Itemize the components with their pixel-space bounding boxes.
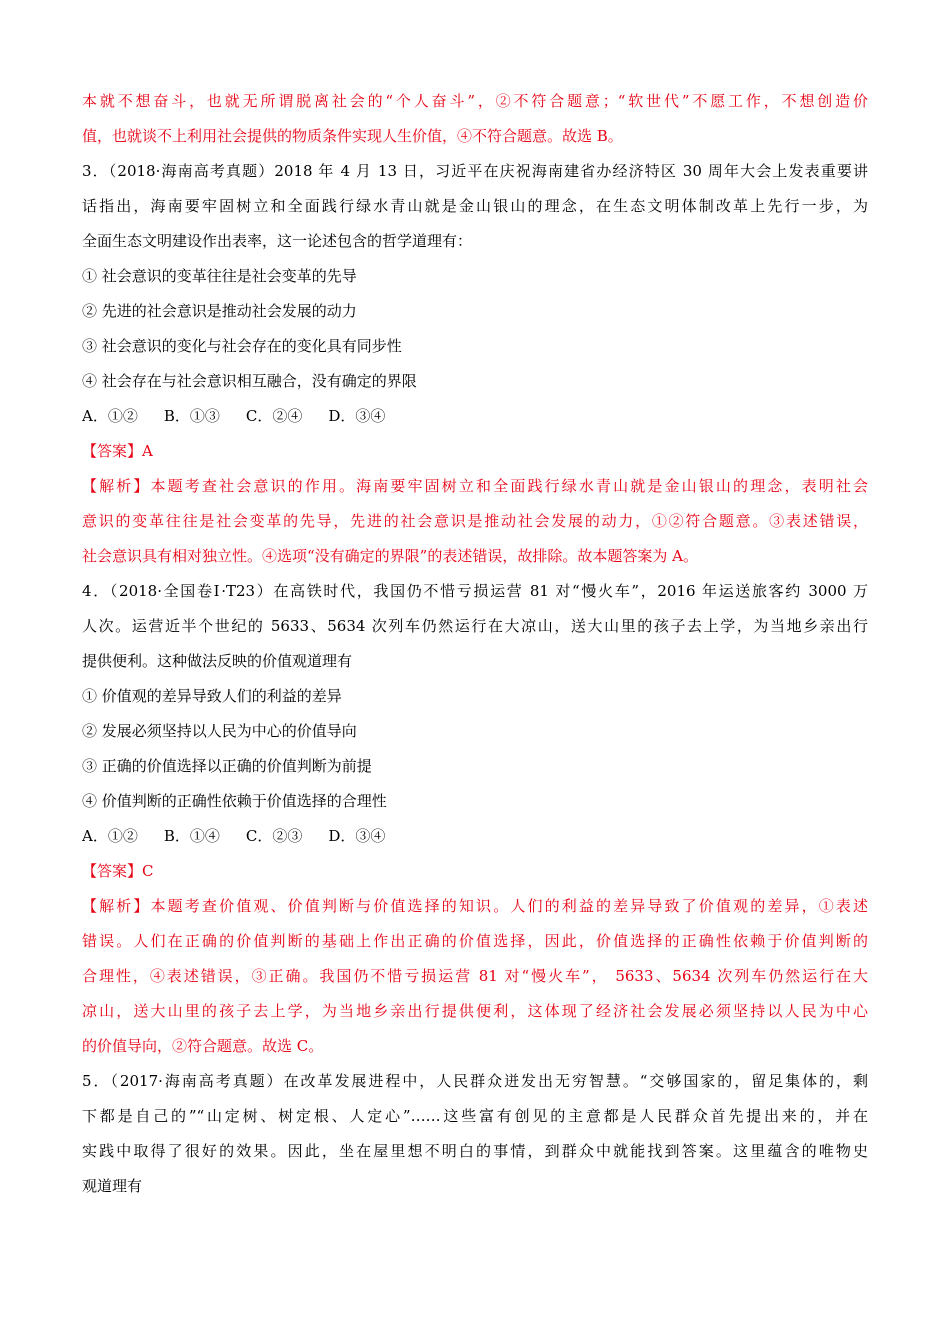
statement: ③ 正确的价值选择以正确的价值判断为前提 [82,757,372,775]
question-stem-line: 下都是自己的”“山定树、树定根、人定心”……这些富有创见的主意都是人民群众首先提出来的，并在 [82,1107,868,1125]
option-b: B．①④ [163,827,220,845]
answer-options [82,399,868,434]
explanation-line: 凉山，送大山里的孩子去上学，为当地乡亲出行提供便利，这体现了经济社会发展必须坚持以人民为中心 [82,1002,868,1020]
option-a: A．①② [82,407,138,425]
explanation-line: 合理性，④表述错误，③正确。我国仍不惜亏损运营 81 对“慢火车”， 5633、5634 次列车仍然运行在大 [82,967,868,985]
question-stem-line: 5．（2017·海南高考真题）在改革发展进程中，人民群众迸发出无穷智慧。“交够国家的，留足集体的，剩 [82,1072,868,1090]
explanation-line: 【解析】本题考查社会意识的作用。海南要牢固树立和全面践行绿水青山就是金山银山的理念，表明社会 [82,477,868,495]
question-stem-line: 人次。运营近半个世纪的 5633、5634 次列车仍然运行在大凉山，送大山里的孩子去上学，为当地乡亲出行 [82,617,868,635]
statement: ② 先进的社会意识是推动社会发展的动力 [82,302,357,320]
option-a: A．①② [82,827,138,845]
statement: ① 价值观的差异导致人们的利益的差异 [82,687,342,705]
option-c: C．②③ [245,827,303,845]
explanation-line: 值，也就谈不上利用社会提供的物质条件实现人生价值，④不符合题意。故选 B。 [82,127,623,145]
statement: ③ 社会意识的变化与社会存在的变化具有同步性 [82,337,402,355]
explanation-line: 的价值导向，②符合题意。故选 C。 [82,1037,324,1055]
question-stem-line: 全面生态文明建设作出表率，这一论述包含的哲学道理有： [82,232,473,250]
question-5 [82,1064,868,1204]
question-stem-line: 话指出，海南要牢固树立和全面践行绿水青山就是金山银山的理念，在生态文明体制改革上先行一步，为 [82,197,868,215]
prev-explanation [82,84,868,154]
question-stem-line: 3．（2018·海南高考真题）2018 年 4 月 13 日，习近平在庆祝海南建省办经济特区 30 周年大会上发表重要讲 [82,162,868,180]
explanation-line: 【解析】本题考查价值观、价值判断与价值选择的知识。人们的利益的差异导致了价值观的差异，①表述 [82,897,868,915]
question-3 [82,154,868,574]
statement: ① 社会意识的变革往往是社会变革的先导 [82,267,357,285]
answer-label: 【答案】A [82,442,153,460]
question-stem-line: 观道理有 [82,1177,143,1195]
answer-options [82,819,868,854]
question-stem-line: 提供便利。这种做法反映的价值观道理有 [82,652,353,670]
question-stem-line: 实践中取得了很好的效果。因此，坐在屋里想不明白的事情，到群众中就能找到答案。这里蕴含的唯物史 [82,1142,868,1160]
statement: ④ 社会存在与社会意识相互融合，没有确定的界限 [82,372,417,390]
option-c: C．②④ [245,407,303,425]
option-b: B．①③ [163,407,220,425]
explanation-line: 意识的变革往往是社会变革的先导，先进的社会意识是推动社会发展的动力，①②符合题意。③表述错误， [82,512,868,530]
statement: ④ 价值判断的正确性依赖于价值选择的合理性 [82,792,387,810]
question-4 [82,574,868,1064]
question-stem-line: 4．（2018·全国卷Ⅰ·T23）在高铁时代，我国仍不惜亏损运营 81 对“慢火车”，2016 年运送旅客约 3000 万 [82,582,868,600]
answer-label: 【答案】C [82,862,154,880]
option-d: D．③④ [328,407,386,425]
option-d: D．③④ [328,827,386,845]
explanation-line: 本就不想奋斗，也就无所谓脱离社会的“个人奋斗”，②不符合题意；“软世代”不愿工作，不想创造价 [82,92,868,110]
document-page [82,84,868,1204]
explanation-line: 社会意识具有相对独立性。④选项“没有确定的界限”的表述错误，故排除。故本题答案为 A。 [82,547,698,565]
explanation-line: 错误。人们在正确的价值判断的基础上作出正确的价值选择，因此，价值选择的正确性依赖于价值判断的 [82,932,868,950]
statement: ② 发展必须坚持以人民为中心的价值导向 [82,722,357,740]
